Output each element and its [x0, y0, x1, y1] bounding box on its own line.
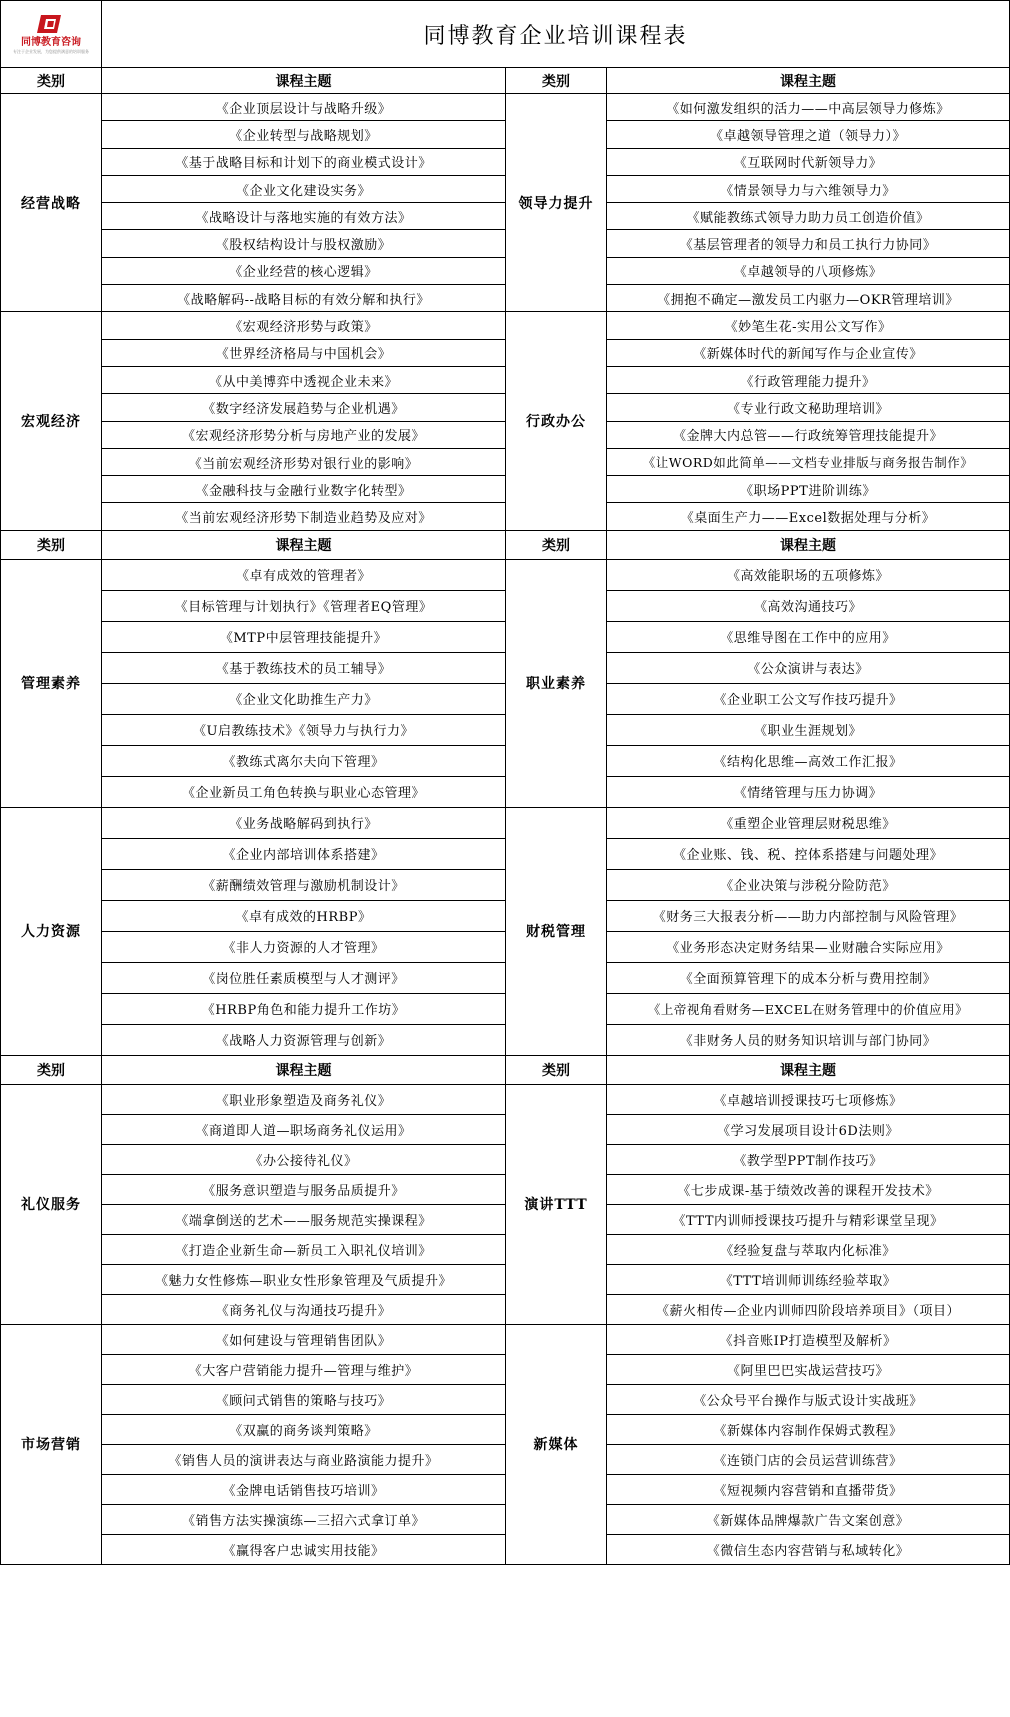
course-cell-right: 《短视频内容营销和直播带货》	[607, 1474, 1010, 1504]
course-cell-left: 《销售方法实操演练—三招六式拿订单》	[102, 1504, 506, 1534]
course-cell-right: 《思维导图在工作中的应用》	[607, 621, 1010, 652]
course-cell-right: 《新媒体内容制作保姆式教程》	[607, 1414, 1010, 1444]
course-cell-left: 《企业经营的核心逻辑》	[102, 257, 506, 284]
course-cell-left: 《职业形象塑造及商务礼仪》	[102, 1084, 506, 1114]
course-cell-left: 《岗位胜任素质模型与人才测评》	[102, 962, 506, 993]
course-cell-left: 《基于教练技术的员工辅导》	[102, 652, 506, 683]
table-row	[1, 559, 1010, 590]
course-cell-right: 《经验复盘与萃取内化标准》	[607, 1234, 1010, 1264]
table-row	[1, 1474, 1010, 1504]
course-cell-left: 《顾问式销售的策略与技巧》	[102, 1384, 506, 1414]
course-cell-left: 《打造企业新生命—新员工入职礼仪培训》	[102, 1234, 506, 1264]
table-row	[1, 1144, 1010, 1174]
course-cell-right: 《新媒体品牌爆款广告文案创意》	[607, 1504, 1010, 1534]
course-cell-right: 《七步成课-基于绩效改善的课程开发技术》	[607, 1174, 1010, 1204]
course-cell-left: 《HRBP角色和能力提升工作坊》	[102, 993, 506, 1024]
course-cell-right: 《公众号平台操作与版式设计实战班》	[607, 1384, 1010, 1414]
table-row	[1, 366, 1010, 393]
table-row	[1, 1264, 1010, 1294]
table-row	[1, 1444, 1010, 1474]
course-cell-right: 《公众演讲与表达》	[607, 652, 1010, 683]
header-row	[1, 68, 1010, 94]
table-row	[1, 312, 1010, 339]
course-cell-left: 《薪酬绩效管理与激励机制设计》	[102, 869, 506, 900]
table-row	[1, 683, 1010, 714]
topic-header-left: 课程主题	[102, 1055, 506, 1084]
category-cell-right: 行政办公	[506, 312, 607, 530]
course-cell-right: 《业务形态决定财务结果—业财融合实际应用》	[607, 931, 1010, 962]
course-cell-left: 《金融科技与金融行业数字化转型》	[102, 476, 506, 503]
category-cell-right: 财税管理	[506, 807, 607, 1055]
table-row	[1, 339, 1010, 366]
table-row	[1, 1204, 1010, 1234]
course-cell-right: 《结构化思维—高效工作汇报》	[607, 745, 1010, 776]
table-row	[1, 448, 1010, 475]
table-row	[1, 94, 1010, 121]
table-row	[1, 148, 1010, 175]
table-row	[1, 900, 1010, 931]
category-cell-left: 人力资源	[1, 807, 102, 1055]
category-header-left: 类别	[1, 1055, 102, 1084]
table-row	[1, 285, 1010, 312]
course-cell-left: 《宏观经济形势分析与房地产业的发展》	[102, 421, 506, 448]
course-cell-left: 《业务战略解码到执行》	[102, 807, 506, 838]
table-row	[1, 421, 1010, 448]
topic-header-right: 课程主题	[607, 68, 1010, 94]
course-cell-left: 《MTP中层管理技能提升》	[102, 621, 506, 652]
course-cell-right: 《阿里巴巴实战运营技巧》	[607, 1354, 1010, 1384]
course-cell-right: 《抖音账IP打造模型及解析》	[607, 1324, 1010, 1354]
course-cell-left: 《办公接待礼仪》	[102, 1144, 506, 1174]
course-cell-left: 《卓有成效的管理者》	[102, 559, 506, 590]
table-row	[1, 1324, 1010, 1354]
table-row	[1, 652, 1010, 683]
table-row	[1, 776, 1010, 807]
table-row	[1, 838, 1010, 869]
table-row	[1, 869, 1010, 900]
course-cell-left: 《从中美博弈中透视企业未来》	[102, 366, 506, 393]
category-cell-right: 职业素养	[506, 559, 607, 807]
topic-header-left: 课程主题	[102, 68, 506, 94]
course-cell-right: 《情景领导力与六维领导力》	[607, 175, 1010, 202]
course-cell-left: 《商务礼仪与沟通技巧提升》	[102, 1294, 506, 1324]
course-cell-left: 《服务意识塑造与服务品质提升》	[102, 1174, 506, 1204]
course-cell-left: 《卓有成效的HRBP》	[102, 900, 506, 931]
course-cell-right: 《连锁门店的会员运营训练营》	[607, 1444, 1010, 1474]
course-cell-right: 《金牌大内总管——行政统筹管理技能提升》	[607, 421, 1010, 448]
course-cell-right: 《企业账、钱、税、控体系搭建与问题处理》	[607, 838, 1010, 869]
course-cell-left: 《大客户营销能力提升—管理与维护》	[102, 1354, 506, 1384]
course-cell-left: 《企业内部培训体系搭建》	[102, 838, 506, 869]
course-cell-right: 《高效能职场的五项修炼》	[607, 559, 1010, 590]
category-header-left: 类别	[1, 530, 102, 559]
course-cell-right: 《桌面生产力——Excel数据处理与分析》	[607, 503, 1010, 530]
table-row	[1, 1534, 1010, 1564]
course-cell-right: 《企业职工公文写作技巧提升》	[607, 683, 1010, 714]
course-cell-left: 《企业文化助推生产力》	[102, 683, 506, 714]
course-cell-left: 《战略设计与落地实施的有效方法》	[102, 203, 506, 230]
course-cell-right: 《情绪管理与压力协调》	[607, 776, 1010, 807]
header-row	[1, 1055, 1010, 1084]
course-cell-left: 《世界经济格局与中国机会》	[102, 339, 506, 366]
category-cell-right: 领导力提升	[506, 94, 607, 312]
table-row	[1, 121, 1010, 148]
topic-header-right: 课程主题	[607, 530, 1010, 559]
course-cell-right: 《专业行政文秘助理培训》	[607, 394, 1010, 421]
course-cell-right: 《上帝视角看财务—EXCEL在财务管理中的价值应用》	[607, 993, 1010, 1024]
course-cell-right: 《赋能教练式领导力助力员工创造价值》	[607, 203, 1010, 230]
category-header-right: 类别	[506, 1055, 607, 1084]
course-cell-right: 《职业生涯规划》	[607, 714, 1010, 745]
course-cell-left: 《魅力女性修炼—职业女性形象管理及气质提升》	[102, 1264, 506, 1294]
logo	[13, 13, 89, 55]
course-cell-left: 《商道即人道—职场商务礼仪运用》	[102, 1114, 506, 1144]
course-cell-left: 《股权结构设计与股权激励》	[102, 230, 506, 257]
course-cell-left: 《企业新员工角色转换与职业心态管理》	[102, 776, 506, 807]
title-row	[1, 1, 1010, 68]
category-header-right: 类别	[506, 68, 607, 94]
category-cell-left: 市场营销	[1, 1324, 102, 1564]
course-cell-right: 《TTT培训师训练经验萃取》	[607, 1264, 1010, 1294]
category-cell-left: 经营战略	[1, 94, 102, 312]
category-cell-left: 宏观经济	[1, 312, 102, 530]
course-cell-left: 《目标管理与计划执行》《管理者EQ管理》	[102, 590, 506, 621]
course-cell-right: 《让WORD如此简单——文档专业排版与商务报告制作》	[607, 448, 1010, 475]
course-cell-left: 《金牌电话销售技巧培训》	[102, 1474, 506, 1504]
course-cell-right: 《微信生态内容营销与私域转化》	[607, 1534, 1010, 1564]
category-cell-left: 礼仪服务	[1, 1084, 102, 1324]
table-row	[1, 621, 1010, 652]
course-cell-right: 《职场PPT进阶训练》	[607, 476, 1010, 503]
table-row	[1, 962, 1010, 993]
course-cell-right: 《全面预算管理下的成本分析与费用控制》	[607, 962, 1010, 993]
course-cell-right: 《基层管理者的领导力和员工执行力协同》	[607, 230, 1010, 257]
table-row	[1, 714, 1010, 745]
course-cell-left: 《如何建设与管理销售团队》	[102, 1324, 506, 1354]
course-cell-left: 《赢得客户忠诚实用技能》	[102, 1534, 506, 1564]
course-cell-right: 《卓越领导管理之道（领导力）》	[607, 121, 1010, 148]
course-cell-right: 《财务三大报表分析——助力内部控制与风险管理》	[607, 900, 1010, 931]
table-row	[1, 476, 1010, 503]
course-cell-right: 《新媒体时代的新闻写作与企业宣传》	[607, 339, 1010, 366]
course-cell-right: 《高效沟通技巧》	[607, 590, 1010, 621]
table-row	[1, 1354, 1010, 1384]
table-row	[1, 230, 1010, 257]
table-row	[1, 1414, 1010, 1444]
course-cell-right: 《重塑企业管理层财税思维》	[607, 807, 1010, 838]
course-cell-right: 《如何激发组织的活力——中高层领导力修炼》	[607, 94, 1010, 121]
table-row	[1, 1294, 1010, 1324]
page-title: 同博教育企业培训课程表	[423, 23, 688, 49]
table-row	[1, 1234, 1010, 1264]
logo-text: 同博教育咨询	[21, 37, 81, 48]
table-row	[1, 1174, 1010, 1204]
course-cell-right: 《TTT内训师授课技巧提升与精彩课堂呈现》	[607, 1204, 1010, 1234]
table-row	[1, 993, 1010, 1024]
topic-header-left: 课程主题	[102, 530, 506, 559]
title-cell	[102, 1, 1010, 68]
table-row	[1, 1384, 1010, 1414]
course-cell-right: 《卓越领导的八项修炼》	[607, 257, 1010, 284]
course-cell-left: 《企业转型与战略规划》	[102, 121, 506, 148]
course-cell-right: 《拥抱不确定—激发员工内驱力—OKR管理培训》	[607, 285, 1010, 312]
course-cell-left: 《企业文化建设实务》	[102, 175, 506, 202]
topic-header-right: 课程主题	[607, 1055, 1010, 1084]
course-cell-right: 《教学型PPT制作技巧》	[607, 1144, 1010, 1174]
category-cell-right: 演讲TTT	[506, 1084, 607, 1324]
course-cell-left: 《当前宏观经济形势下制造业趋势及应对》	[102, 503, 506, 530]
logo-mark-icon	[37, 13, 65, 35]
table-row	[1, 1114, 1010, 1144]
table-row	[1, 1504, 1010, 1534]
course-cell-left: 《双赢的商务谈判策略》	[102, 1414, 506, 1444]
table-row	[1, 257, 1010, 284]
course-cell-right: 《行政管理能力提升》	[607, 366, 1010, 393]
table-row	[1, 745, 1010, 776]
table-row	[1, 503, 1010, 530]
course-cell-left: 《端拿倒送的艺术——服务规范实操课程》	[102, 1204, 506, 1234]
table-row	[1, 203, 1010, 230]
course-cell-right: 《非财务人员的财务知识培训与部门协同》	[607, 1024, 1010, 1055]
course-cell-left: 《战略人力资源管理与创新》	[102, 1024, 506, 1055]
table-row	[1, 807, 1010, 838]
course-cell-left: 《数字经济发展趋势与企业机遇》	[102, 394, 506, 421]
course-cell-left: 《销售人员的演讲表达与商业路演能力提升》	[102, 1444, 506, 1474]
category-cell-left: 管理素养	[1, 559, 102, 807]
course-cell-left: 《宏观经济形势与政策》	[102, 312, 506, 339]
course-cell-left: 《当前宏观经济形势对银行业的影响》	[102, 448, 506, 475]
course-cell-left: 《基于战略目标和计划下的商业模式设计》	[102, 148, 506, 175]
table-row	[1, 1024, 1010, 1055]
course-cell-right: 《学习发展项目设计6D法则》	[607, 1114, 1010, 1144]
table-row	[1, 394, 1010, 421]
table-row	[1, 175, 1010, 202]
course-cell-left: 《战略解码--战略目标的有效分解和执行》	[102, 285, 506, 312]
course-cell-right: 《企业决策与涉税分险防范》	[607, 869, 1010, 900]
table-row	[1, 590, 1010, 621]
logo-tagline: 专注于企业发展，为您提供满意的培训服务	[13, 49, 89, 54]
course-cell-left: 《U启教练技术》《领导力与执行力》	[102, 714, 506, 745]
table-row	[1, 931, 1010, 962]
course-cell-right: 《薪火相传—企业内训师四阶段培养项目》（项目）	[607, 1294, 1010, 1324]
course-cell-left: 《教练式离尔夫向下管理》	[102, 745, 506, 776]
table-row	[1, 1084, 1010, 1114]
course-cell-left: 《企业顶层设计与战略升级》	[102, 94, 506, 121]
category-header-right: 类别	[506, 530, 607, 559]
course-cell-left: 《非人力资源的人才管理》	[102, 931, 506, 962]
category-header-left: 类别	[1, 68, 102, 94]
header-row	[1, 530, 1010, 559]
logo-cell	[1, 1, 102, 68]
course-cell-right: 《互联网时代新领导力》	[607, 148, 1010, 175]
course-cell-right: 《卓越培训授课技巧七项修炼》	[607, 1084, 1010, 1114]
course-cell-right: 《妙笔生花-实用公文写作》	[607, 312, 1010, 339]
category-cell-right: 新媒体	[506, 1324, 607, 1564]
